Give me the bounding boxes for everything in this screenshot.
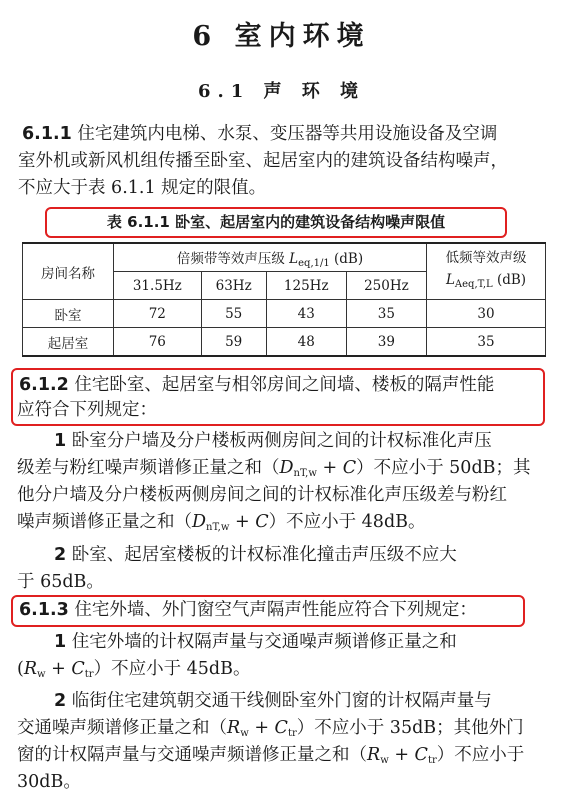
header-low-freq: 低频等效声级 $L_{Aeq,T,L}$ (dB) (427, 243, 546, 300)
clause-612-line1: 6.1.2 住宅卧室、起居室与相邻房间之间墙、楼板的隔声性能 (19, 375, 495, 395)
freq-header: 125Hz (266, 272, 346, 300)
freq-header: 63Hz (201, 272, 266, 300)
freq-header: 250Hz (346, 272, 426, 300)
clause-number: 6.1.2 (19, 375, 69, 395)
clause-613-item1-line1: 1 住宅外墙的计权隔声量与交通噪声频谱修正量之和 (54, 632, 457, 652)
clause-number: 6.1.3 (19, 600, 69, 620)
clause-611-line3: 不应大于表 6.1.1 规定的限值。 (18, 178, 267, 198)
clause-612-item1-line3: 他分户墙及分户楼板两侧房间之间的计权标准化声压级差与粉红 (17, 485, 507, 505)
clause-612-line2: 应符合下列规定： (17, 400, 157, 420)
clause-613-item2-line3: 窗的计权隔声量与交通噪声频谱修正量之和$(R_w + C_{tr})$不应小于 (17, 745, 525, 766)
clause-number: 6.1.1 (22, 124, 72, 144)
noise-limit-table (22, 242, 546, 357)
chapter-title: 6 室内环境 (192, 21, 371, 52)
clause-612-item1-line4: 噪声频谱修正量之和$(D_{nT,w} + C)$不应小于 48dB。 (17, 512, 426, 533)
clause-611-line2: 室外机或新风机组传播至卧室、起居室内的建筑设备结构噪声， (18, 151, 508, 171)
clause-611-line1: 6.1.1 住宅建筑内电梯、水泵、变压器等共用设施设备及空调 (22, 124, 498, 144)
clause-612-item2-line2: 于 65dB。 (17, 572, 104, 592)
clause-613-item2-line1: 2 临街住宅建筑朝交通干线侧卧室外门窗的计权隔声量与 (54, 691, 492, 711)
table-caption: 表 6.1.1 卧室、起居室内的建筑设备结构噪声限值 (45, 207, 507, 238)
clause-612-item1-line2: 级差与粉红噪声频谱修正量之和$(D_{nT,w} + C)$不应小于 50dB；其 (17, 458, 531, 479)
table-row: 起居室 76 59 48 39 35 (23, 328, 546, 357)
freq-header: 31.5Hz (114, 272, 202, 300)
clause-613-item1-line2: $(R_w + C_{tr})$不应小于 45dB。 (17, 659, 251, 680)
clause-613-item2-line2: 交通噪声频谱修正量之和$(R_w + C_{tr})$不应小于 35dB；其他外门 (17, 718, 524, 739)
clause-612-item1-line1: 1 卧室分户墙及分户楼板两侧房间之间的计权标准化声压 (54, 431, 492, 451)
clause-612-item2-line1: 2 卧室、起居室楼板的计权标准化撞击声压级不应大 (54, 545, 457, 565)
header-octave: 倍频带等效声压级 $L_{eq,1/1}$ (dB) (114, 243, 427, 272)
clause-613-line1: 6.1.3 住宅外墙、外门窗空气声隔声性能应符合下列规定： (19, 600, 477, 620)
header-room: 房间名称 (23, 243, 114, 300)
clause-613-item2-line4: 30dB。 (17, 772, 81, 792)
section-title: 6.1 声 环 境 (197, 81, 366, 102)
table-row: 卧室 72 55 43 35 30 (23, 300, 546, 328)
